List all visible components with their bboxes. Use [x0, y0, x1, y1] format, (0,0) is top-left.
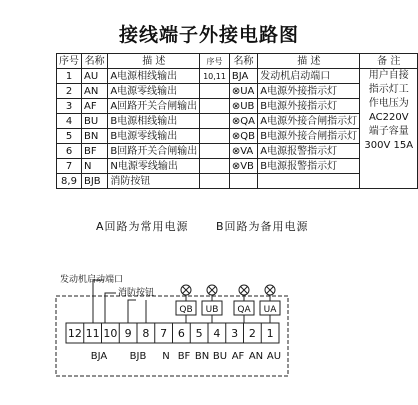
cell-no2	[200, 129, 230, 144]
notes-cell	[360, 69, 418, 189]
cell-no: 6	[57, 144, 82, 159]
cell-name2: ⊗UA	[229, 84, 257, 99]
cell-desc: A电源零线输出	[108, 84, 200, 99]
cell-no: 3	[57, 99, 82, 114]
cell-no2	[200, 99, 230, 114]
terminal-number: 4	[213, 327, 221, 340]
lamp-label: QA	[237, 305, 251, 315]
cell-name2	[229, 174, 257, 189]
cell-no2	[200, 144, 230, 159]
header-no2: 序号	[200, 54, 230, 69]
terminal-function-label: BF	[177, 351, 191, 362]
header-no: 序号	[57, 54, 82, 69]
cell-name2: BJA	[229, 69, 257, 84]
terminal-number: 5	[195, 327, 203, 340]
cell-desc2: A电源报警指示灯	[258, 144, 360, 159]
wiring-diagram	[0, 260, 418, 405]
cell-name: N	[82, 159, 108, 174]
note-line: 300V 15A	[364, 140, 414, 151]
terminal-function-label: N	[162, 351, 170, 362]
lamp-label: UA	[263, 305, 277, 315]
terminal-number: 8	[142, 327, 150, 340]
terminal-number: 11	[85, 327, 100, 340]
cell-name: AN	[82, 84, 108, 99]
lamp-label: QB	[179, 305, 193, 315]
cell-desc2	[258, 174, 360, 189]
cell-desc: N电源零线输出	[108, 159, 200, 174]
terminal-number: 6	[177, 327, 185, 340]
cell-desc2: B电源报警指示灯	[258, 159, 360, 174]
terminal-function-label: BJB	[129, 351, 147, 362]
note-line: 作电压为	[368, 98, 409, 109]
terminal-function-label: AU	[266, 351, 282, 362]
terminal-number: 10	[103, 327, 118, 340]
cell-no2	[200, 114, 230, 129]
terminal-function-label: BN	[194, 351, 210, 362]
cell-no: 2	[57, 84, 82, 99]
cell-no2	[200, 174, 230, 189]
cell-no: 5	[57, 129, 82, 144]
cell-desc: B电源相线输出	[108, 114, 200, 129]
header-desc: 描 述	[108, 54, 200, 69]
note-line: AC220V	[368, 112, 409, 123]
lamp-label: UB	[205, 305, 219, 315]
cell-no: 8,9	[57, 174, 82, 189]
cell-desc2: B电源外接指示灯	[258, 99, 360, 114]
terminal-number: 9	[124, 327, 132, 340]
cell-no: 4	[57, 114, 82, 129]
table-header-row	[57, 54, 418, 69]
cell-desc: B电源零线输出	[108, 129, 200, 144]
terminal-table	[56, 53, 418, 189]
cell-name2: ⊗QB	[229, 129, 257, 144]
caption-b: B回路为备用电源	[216, 220, 309, 233]
fire-button-label: 消防按钮	[118, 288, 155, 298]
cell-no: 7	[57, 159, 82, 174]
cell-name: BU	[82, 114, 108, 129]
engine-port-label: 发动机启动端口	[60, 275, 124, 285]
note-line: 用户自接	[368, 70, 409, 81]
cell-no2: 10,11	[200, 69, 230, 84]
cell-no2	[200, 84, 230, 99]
note-line: 指示灯工	[368, 84, 409, 95]
cell-name2: ⊗QA	[229, 114, 257, 129]
cell-name: AF	[82, 99, 108, 114]
fire-button-wire	[128, 300, 136, 323]
terminal-function-label: BU	[212, 351, 228, 362]
cell-desc2: A电源外接合闸指示灯	[258, 114, 360, 129]
cell-name: BJB	[82, 174, 108, 189]
terminal-number: 7	[160, 327, 168, 340]
caption-a: A回路为常用电源	[96, 220, 189, 233]
terminal-function-label: AN	[248, 351, 264, 362]
header-name: 名称	[82, 54, 108, 69]
terminal-function-label: BJA	[90, 351, 108, 362]
cell-name: BF	[82, 144, 108, 159]
terminal-number: 3	[231, 327, 239, 340]
cell-name: AU	[82, 69, 108, 84]
cell-desc2: B电源外接合闸指示灯	[258, 129, 360, 144]
header-name2: 名称	[229, 54, 257, 69]
cell-desc: A电源相线输出	[108, 69, 200, 84]
table-row	[57, 69, 418, 84]
cell-desc: B回路开关合闸输出	[108, 144, 200, 159]
engine-port-wire-2	[105, 293, 116, 323]
header-notes: 备 注	[360, 54, 418, 69]
terminal-number: 12	[67, 327, 82, 340]
cell-desc2: A电源外接指示灯	[258, 84, 360, 99]
terminal-number: 1	[266, 327, 274, 340]
cell-no: 1	[57, 69, 82, 84]
cell-name2: ⊗UB	[229, 99, 257, 114]
cell-no2	[200, 159, 230, 174]
terminal-number: 2	[248, 327, 256, 340]
cell-desc2: 发动机启动端口	[258, 69, 360, 84]
cell-name2: ⊗VB	[229, 159, 257, 174]
cell-name: BN	[82, 129, 108, 144]
terminal-function-label: AF	[231, 351, 245, 362]
page-title: 接线端子外接电路图	[118, 24, 299, 46]
cell-name2: ⊗VA	[229, 144, 257, 159]
engine-port-wire	[93, 280, 104, 323]
header-desc2: 描 述	[258, 54, 360, 69]
cell-desc: A回路开关合闸输出	[108, 99, 200, 114]
note-line: 端子容量	[368, 126, 409, 137]
cell-desc: 消防按钮	[108, 174, 200, 189]
